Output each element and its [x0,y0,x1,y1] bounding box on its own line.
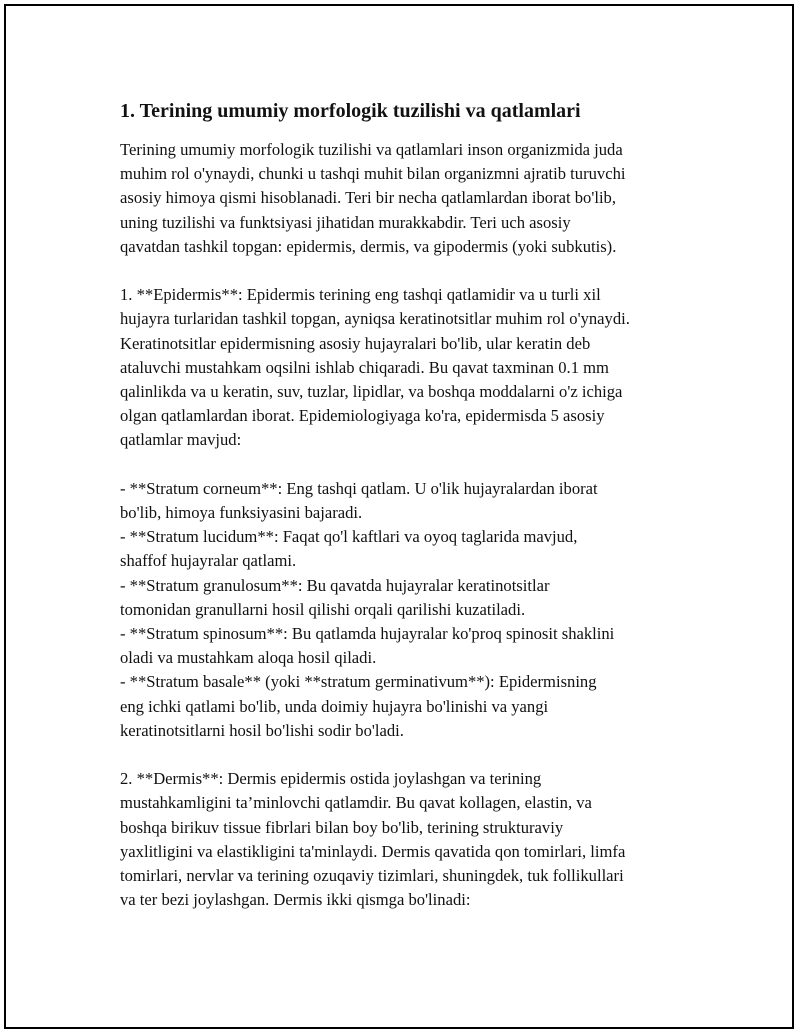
epidermis-paragraph: 1. **Epidermis**: Epidermis terining eng tashqi qatlamidir va u turli xil hujayra turlaridan tashkil topgan, ayniqsa keratinotsitlar muhim rol o'ynaydi. Keratinotsitlar epidermisning asosiy hujayralari bo'lib, ular keratin deb ataluvchi mustahkam oqsilni ishlab chiqaradi. Bu qavat taxminan 0.1 mm qalinlikda va u keratin, suv, tuzlar, lipidlar, va boshqa moddalarni o'z ichiga olgan qatlamlardan iborat. Epidemiologiyaga ko'ra, epidermisda 5 asosiy qatlamlar mavjud: [120,285,630,450]
epidermis-layers-list: - **Stratum corneum**: Eng tashqi qatlam. U o'lik hujayralardan iborat bo'lib, himoya funksiyasini bajaradi. - **Stratum lucidum**: Faqat qo'l kaftlari va oyoq taglarida mavjud, shaffof hujayralar qatlami. - **Stratum granulosum**: Bu qavatda hujayralar keratinotsitlar tomonidan granullarni hosil qilishi orqali qarilishi kuzatiladi. - **Stratum spinosum**: Bu qatlamda hujayralar ko'proq spinosit shaklini oladi va mustahkam aloqa hosil qiladi. - **Stratum basale** (yoki **stratum germinativum**): Epidermisning eng ichki qatlami bo'lib, unda doimiy hujayra bo'linishi va yangi keratinotsitlarni hosil bo'lishi sodir bo'ladi. [120,478,615,740]
document-body [120,98,700,912]
paragraph-spacer [120,743,700,767]
paragraph-spacer [120,259,700,283]
page-frame [4,4,794,1029]
dermis-paragraph: 2. **Dermis**: Dermis epidermis ostida joylashgan va terining mustahkamligini ta’minlovchi qatlamdir. Bu qavat kollagen, elastin, va boshqa birikuv tissue fibrlari bilan boy bo'lib, terining strukturaviy yaxlitligini va elastikligini ta'minlaydi. Dermis qavatida qon tomirlari, limfa tomirlari, nervlar va terining ozuqaviy tizimlari, shuningdek, tuk follikullari va ter bezi joylashgan. Dermis ikki qismga bo'linadi: [120,769,626,910]
intro-paragraph: Terining umumiy morfologik tuzilishi va qatlamlari inson organizmida juda muhim rol o'ynaydi, chunki u tashqi muhit bilan organizmni ajratib turuvchi asosiy himoya qismi hisoblanadi. Teri bir necha qatlamlardan iborat bo'lib, uning tuzilishi va funktsiyasi jihatidan murakkabdir. Teri uch asosiy qavatdan tashkil topgan: epidermis, dermis, va gipodermis (yoki subkutis). [120,140,626,256]
section-heading: 1. Terining umumiy morfologik tuzilishi va qatlamlari [120,100,581,122]
paragraph-spacer [120,453,700,477]
